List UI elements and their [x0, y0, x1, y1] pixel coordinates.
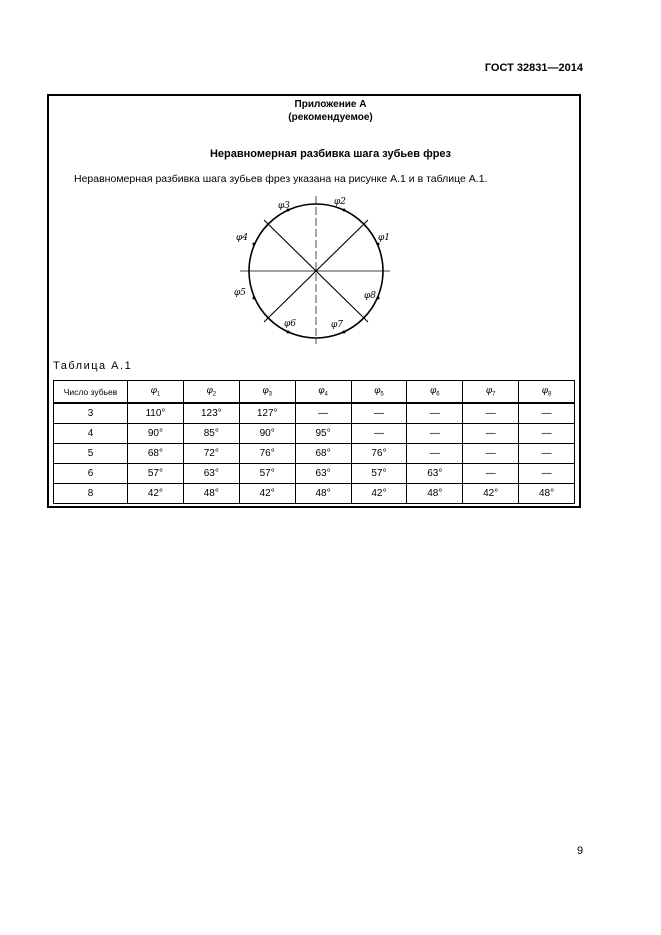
cell-value: 76°: [351, 444, 407, 464]
cell-value: 48°: [407, 484, 463, 504]
cell-value: —: [519, 424, 575, 444]
cell-value: —: [463, 464, 519, 484]
header-phi-1: $\varphi_1$: [128, 381, 184, 404]
cell-value: 90°: [239, 424, 295, 444]
cell-value: 123°: [183, 403, 239, 424]
pitch-table: [53, 380, 575, 504]
cell-value: 127°: [239, 403, 295, 424]
header-phi-7: $\varphi_7$: [463, 381, 519, 404]
figure-label-phi4: φ4: [236, 233, 249, 243]
cell-value: —: [407, 403, 463, 424]
section-title: Неравномерная разбивка шага зубьев фрез: [209, 148, 452, 160]
cell-value: —: [463, 444, 519, 464]
cell-value: 42°: [128, 484, 184, 504]
cell-teeth: 6: [54, 464, 128, 484]
cell-value: 110°: [128, 403, 184, 424]
pitch-diagram: [228, 194, 404, 346]
header-phi-5: $\varphi_5$: [351, 381, 407, 404]
table-header-row: [54, 381, 575, 404]
cell-value: —: [407, 424, 463, 444]
cell-value: —: [519, 403, 575, 424]
header-phi-8: $\varphi_8$: [519, 381, 575, 404]
cell-value: 63°: [183, 464, 239, 484]
table-caption: Таблица А.1: [53, 360, 133, 372]
cell-value: 42°: [351, 484, 407, 504]
cell-value: —: [351, 403, 407, 424]
cell-value: 68°: [128, 444, 184, 464]
cell-teeth: 3: [54, 403, 128, 424]
page-number: 9: [577, 845, 584, 857]
cell-value: 48°: [183, 484, 239, 504]
cell-value: 42°: [463, 484, 519, 504]
cell-teeth: 5: [54, 444, 128, 464]
cell-value: —: [519, 464, 575, 484]
figure-label-phi6: φ6: [284, 319, 297, 329]
appendix-title: Приложение А: [294, 99, 367, 110]
header-phi-6: $\varphi_6$: [407, 381, 463, 404]
cell-value: 48°: [519, 484, 575, 504]
cell-value: —: [407, 444, 463, 464]
cell-value: —: [463, 424, 519, 444]
table-row: [54, 464, 575, 484]
figure-label-phi8: φ8: [364, 291, 377, 301]
cell-value: 48°: [295, 484, 351, 504]
cell-value: 90°: [128, 424, 184, 444]
cell-value: 57°: [351, 464, 407, 484]
figure-label-phi5: φ5: [234, 288, 247, 298]
cell-value: 42°: [239, 484, 295, 504]
figure-label-phi3: φ3: [278, 201, 291, 211]
cell-value: 76°: [239, 444, 295, 464]
cell-teeth: 4: [54, 424, 128, 444]
cell-value: 57°: [239, 464, 295, 484]
cell-value: 68°: [295, 444, 351, 464]
cell-value: 95°: [295, 424, 351, 444]
appendix-heading: [0, 98, 661, 124]
cell-value: 57°: [128, 464, 184, 484]
cell-value: —: [519, 444, 575, 464]
document-standard-number: ГОСТ 32831—2014: [484, 62, 583, 74]
intro-paragraph: Неравномерная разбивка шага зубьев фрез указана на рисунке А.1 и в таблице А.1.: [74, 173, 488, 185]
header-teeth-count: Число зубьев: [54, 381, 128, 404]
cell-value: —: [295, 403, 351, 424]
header-phi-3: $\varphi_3$: [239, 381, 295, 404]
cell-value: 72°: [183, 444, 239, 464]
table-row: [54, 424, 575, 444]
cell-value: —: [463, 403, 519, 424]
appendix-subtitle: (рекомендуемое): [288, 112, 373, 123]
table-row: [54, 484, 575, 504]
pitch-diagram-svg: [228, 194, 404, 346]
figure-label-phi7: φ7: [331, 320, 344, 330]
table-row: [54, 444, 575, 464]
cell-value: —: [351, 424, 407, 444]
figure-label-phi1-top: φ1: [378, 233, 391, 243]
cell-value: 63°: [295, 464, 351, 484]
cell-value: 85°: [183, 424, 239, 444]
header-phi-4: $\varphi_4$: [295, 381, 351, 404]
cell-value: 63°: [407, 464, 463, 484]
table-row: [54, 403, 575, 424]
figure-label-phi2: φ2: [334, 197, 347, 207]
header-phi-2: $\varphi_2$: [183, 381, 239, 404]
cell-teeth: 8: [54, 484, 128, 504]
